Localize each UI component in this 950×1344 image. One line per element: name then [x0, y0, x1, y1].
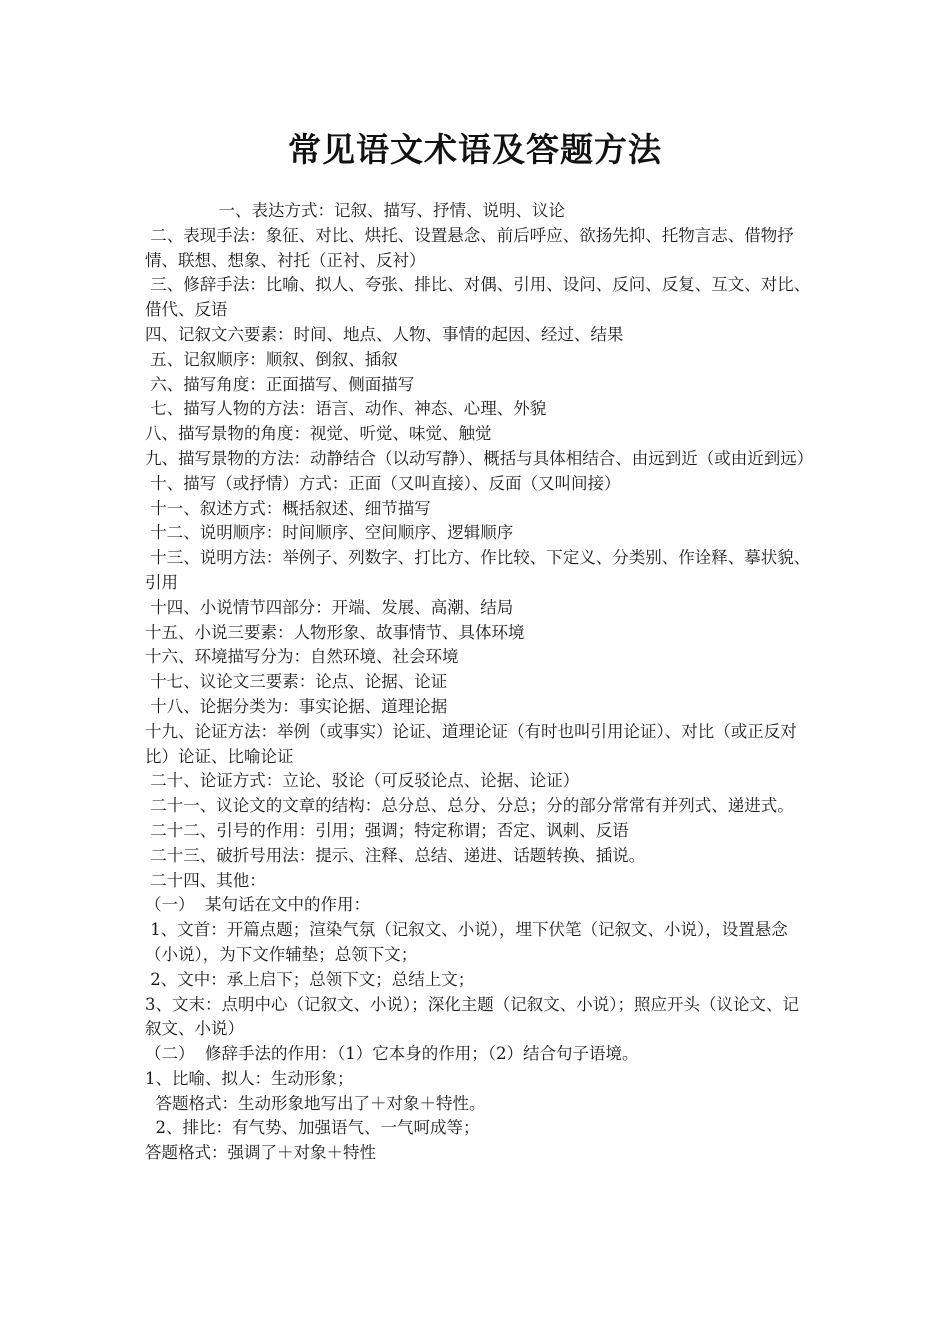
- text-line: 二十四、其他：: [145, 870, 266, 890]
- text-line: （二） 修辞手法的作用：（1）它本身的作用；（2）结合句子语境。: [145, 1044, 639, 1064]
- text-line: 六、描写角度：正面描写、侧面描写: [145, 374, 415, 394]
- text-line: 2、排比：有气势、加强语气、一气呵成等；: [145, 1118, 480, 1138]
- text-line: 二十二、引号的作用：引用；强调；特定称谓；否定、讽刺、反语: [145, 820, 629, 840]
- text-line: 十三、说明方法：举例子、列数字、打比方、作比较、下定义、分类别、作诠释、摹状貌、引用: [145, 548, 811, 592]
- text-line: 一、表达方式：记叙、描写、抒情、说明、议论: [145, 201, 565, 220]
- text-line: 十、描写（或抒情）方式：正面（又叫直接）、反面（又叫间接）: [145, 473, 621, 493]
- text-line: 二、表现手法：象征、对比、烘托、设置悬念、前后呼应、欲扬先抑、托物言志、借物抒情、联想、想象、衬托（正衬、反衬）: [145, 225, 794, 270]
- text-line: 八、描写景物的角度：视觉、听觉、味觉、触觉: [145, 424, 492, 444]
- text-line: 3、文末：点明中心（记叙文、小说）；深化主题（记叙文、小说）；照应开头（议论文、记叙文、小说）: [145, 994, 799, 1039]
- text-line: 1、比喻、拟人：生动形象；: [145, 1068, 354, 1088]
- text-line: 二十、论证方式：立论、驳论（可反驳论点、论据、论证）: [145, 771, 580, 791]
- text-line: 九、描写景物的方法：动静结合（以动写静）、概括与具体相结合、由远到近（或由近到远）: [145, 448, 814, 468]
- text-line: 三、修辞手法：比喻、拟人、夸张、排比、对偶、引用、设问、反问、反复、互文、对比、借代、反语: [145, 275, 811, 320]
- text-line: 十六、环境描写分为：自然环境、社会环境: [145, 647, 459, 667]
- text-line: 十七、议论文三要素：论点、论据、论证: [145, 672, 448, 692]
- document-body: [145, 199, 812, 1166]
- text-line: 1、文首：开篇点题；渲染气氛（记叙文、小说），埋下伏笔（记叙文、小说），设置悬念（小说），为下文作辅垫；总领下文；: [145, 920, 788, 964]
- text-line: 2、文中：承上启下；总领下文；总结上文；: [145, 969, 475, 989]
- text-line: 十五、小说三要素：人物形象、故事情节、具体环境: [145, 622, 525, 642]
- text-line: 二十一、议论文的文章的结构：总分总、总分、分总；分的部分常常有并列式、递进式。: [145, 796, 794, 816]
- page-title: 常见语文术语及答题方法: [288, 130, 662, 169]
- text-line: 十二、说明顺序：时间顺序、空间顺序、逻辑顺序: [145, 523, 514, 543]
- text-line: 五、记叙顺序：顺叙、倒叙、插叙: [145, 349, 398, 369]
- text-line: 十一、叙述方式：概括叙述、细节描写: [145, 498, 431, 518]
- text-line: 十四、小说情节四部分：开端、发展、高潮、结局: [145, 597, 514, 617]
- text-line: 四、记叙文六要素：时间、地点、人物、事情的起因、经过、结果: [145, 324, 624, 344]
- text-line: 十八、论据分类为：事实论据、道理论据: [145, 696, 448, 716]
- text-line: 十九、论证方法：举例（或事实）论证、道理论证（有时也叫引用论证）、对比（或正反对比）论证、比喻论证: [145, 721, 797, 766]
- text-line: 二十三、破折号用法：提示、注释、总结、递进、话题转换、插说。: [145, 845, 646, 865]
- text-line: 答题格式：强调了＋对象＋特性: [145, 1143, 376, 1163]
- text-line: 七、描写人物的方法：语言、动作、神态、心理、外貌: [145, 399, 547, 419]
- text-line: （一） 某句话在文中的作用：: [145, 895, 370, 915]
- text-line: 答题格式：生动形象地写出了＋对象＋特性。: [145, 1093, 486, 1113]
